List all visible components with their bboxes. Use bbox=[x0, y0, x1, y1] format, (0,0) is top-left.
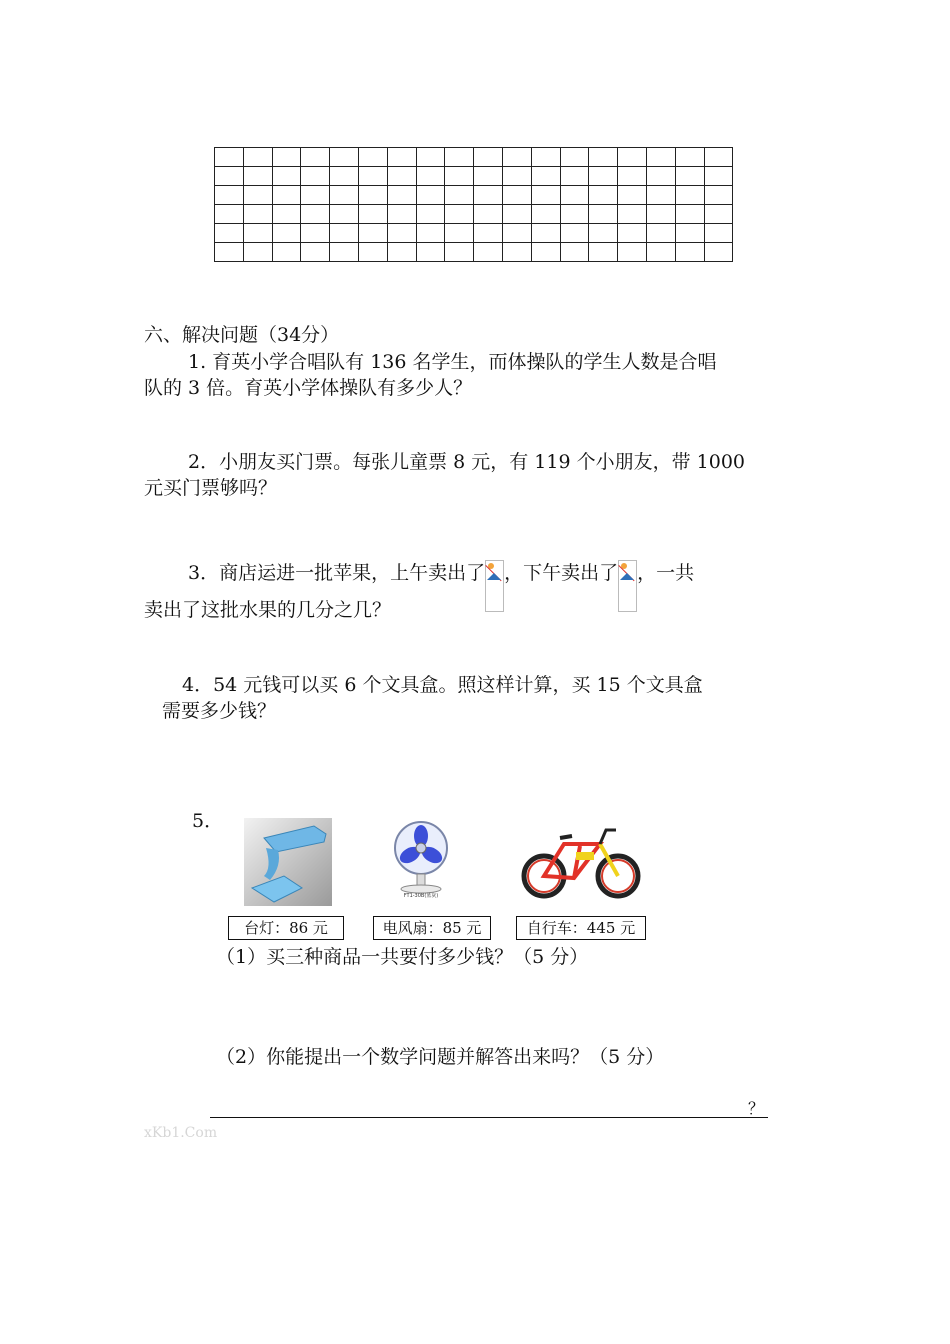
grid-cell bbox=[502, 205, 531, 224]
grid-cell bbox=[531, 224, 560, 243]
grid-cell bbox=[445, 148, 474, 167]
grid-cell bbox=[560, 167, 589, 186]
q4-line2: 需要多少钱？ bbox=[162, 700, 277, 722]
grid-cell bbox=[531, 243, 560, 262]
grid-cell bbox=[387, 243, 416, 262]
grid-cell bbox=[531, 205, 560, 224]
grid-cell bbox=[502, 243, 531, 262]
grid-cell bbox=[589, 224, 618, 243]
grid-cell bbox=[618, 186, 647, 205]
grid-row bbox=[215, 224, 733, 243]
answer-question-mark: ？ bbox=[748, 1099, 765, 1118]
grid-cell bbox=[301, 148, 330, 167]
grid-cell bbox=[330, 243, 359, 262]
grid-cell bbox=[531, 148, 560, 167]
q5-sub2: （2）你能提出一个数学问题并解答出来吗？（5 分） bbox=[216, 1046, 665, 1068]
grid-cell bbox=[272, 243, 301, 262]
grid-row bbox=[215, 205, 733, 224]
grid-cell bbox=[445, 224, 474, 243]
grid-cell bbox=[416, 205, 445, 224]
grid-cell bbox=[272, 148, 301, 167]
grid-cell bbox=[330, 205, 359, 224]
grid-row bbox=[215, 186, 733, 205]
q3-text-c: ，一共 bbox=[637, 562, 695, 584]
grid-cell bbox=[330, 167, 359, 186]
grid-cell bbox=[502, 186, 531, 205]
grid-cell bbox=[445, 186, 474, 205]
grid-cell bbox=[589, 205, 618, 224]
q5-sub1: （1）买三种商品一共要付多少钱？（5 分） bbox=[216, 946, 589, 968]
grid-cell bbox=[301, 167, 330, 186]
grid-cell bbox=[474, 186, 503, 205]
grid-cell bbox=[243, 167, 272, 186]
grid-cell bbox=[560, 205, 589, 224]
grid-cell bbox=[531, 186, 560, 205]
grid-cell bbox=[445, 167, 474, 186]
grid-cell bbox=[618, 243, 647, 262]
watermark: xKb1.Com bbox=[144, 1125, 218, 1141]
grid-cell bbox=[618, 167, 647, 186]
fraction-image-icon bbox=[618, 560, 637, 612]
grid-cell bbox=[243, 186, 272, 205]
grid-cell bbox=[416, 148, 445, 167]
grid-cell bbox=[646, 167, 675, 186]
grid-cell bbox=[387, 224, 416, 243]
electric-fan-image bbox=[386, 818, 456, 898]
q1-line1: 1. 育英小学合唱队有 136 名学生，而体操队的学生人数是合唱 bbox=[188, 351, 717, 373]
grid-cell bbox=[589, 186, 618, 205]
grid-cell bbox=[618, 205, 647, 224]
grid-cell bbox=[560, 243, 589, 262]
grid-cell bbox=[704, 167, 733, 186]
price-label-bicycle: 自行车：445 元 bbox=[516, 916, 646, 940]
grid-cell bbox=[272, 224, 301, 243]
grid-cell bbox=[358, 148, 387, 167]
grid-cell bbox=[560, 224, 589, 243]
grid-cell bbox=[560, 186, 589, 205]
grid-cell bbox=[301, 205, 330, 224]
grid-cell bbox=[646, 243, 675, 262]
grid-cell bbox=[589, 167, 618, 186]
q1-line2: 队的 3 倍。育英小学体操队有多少人？ bbox=[144, 377, 473, 399]
grid-cell bbox=[301, 224, 330, 243]
answer-grid bbox=[214, 147, 733, 262]
desk-lamp-image bbox=[244, 818, 332, 906]
grid-cell bbox=[618, 224, 647, 243]
grid-cell bbox=[272, 167, 301, 186]
fan-model-label: FT1-30B(蓝灰) bbox=[403, 893, 439, 898]
grid-cell bbox=[215, 186, 244, 205]
grid-cell bbox=[416, 224, 445, 243]
grid-cell bbox=[358, 205, 387, 224]
grid-cell bbox=[646, 186, 675, 205]
grid-cell bbox=[215, 148, 244, 167]
grid-cell bbox=[646, 224, 675, 243]
grid-cell bbox=[330, 148, 359, 167]
grid-cell bbox=[387, 148, 416, 167]
grid-cell bbox=[387, 186, 416, 205]
q3-text-a: 3．商店运进一批苹果，上午卖出了 bbox=[188, 562, 486, 584]
grid-cell bbox=[387, 205, 416, 224]
grid-cell bbox=[675, 167, 704, 186]
grid-cell bbox=[589, 243, 618, 262]
q5-number: 5． bbox=[192, 810, 224, 832]
grid-cell bbox=[243, 148, 272, 167]
fraction-image-icon bbox=[485, 560, 504, 612]
grid-cell bbox=[243, 243, 272, 262]
grid-cell bbox=[215, 243, 244, 262]
grid-cell bbox=[474, 148, 503, 167]
grid-cell bbox=[560, 148, 589, 167]
grid-cell bbox=[445, 243, 474, 262]
grid-cell bbox=[502, 148, 531, 167]
grid-cell bbox=[330, 186, 359, 205]
grid-cell bbox=[272, 205, 301, 224]
grid-row bbox=[215, 243, 733, 262]
grid-cell bbox=[502, 167, 531, 186]
grid-cell bbox=[474, 243, 503, 262]
grid-cell bbox=[474, 167, 503, 186]
q2-line2: 元买门票够吗？ bbox=[144, 477, 278, 499]
grid-cell bbox=[474, 224, 503, 243]
grid-row bbox=[215, 167, 733, 186]
grid-cell bbox=[474, 205, 503, 224]
grid-cell bbox=[358, 186, 387, 205]
grid-cell bbox=[215, 167, 244, 186]
grid-cell bbox=[358, 167, 387, 186]
section-title: 六、解决问题（34分） bbox=[144, 324, 340, 346]
q3-line2: 卖出了这批水果的几分之几？ bbox=[144, 599, 392, 621]
grid-cell bbox=[675, 243, 704, 262]
grid-cell bbox=[416, 167, 445, 186]
grid-cell bbox=[704, 224, 733, 243]
grid-cell bbox=[531, 167, 560, 186]
grid-cell bbox=[272, 186, 301, 205]
grid-cell bbox=[387, 167, 416, 186]
grid-cell bbox=[416, 243, 445, 262]
grid-row bbox=[215, 148, 733, 167]
grid-cell bbox=[358, 243, 387, 262]
grid-cell bbox=[416, 186, 445, 205]
price-label-lamp: 台灯：86 元 bbox=[228, 916, 344, 940]
grid-cell bbox=[358, 224, 387, 243]
price-label-fan: 电风扇：85 元 bbox=[373, 916, 491, 940]
grid-cell bbox=[675, 186, 704, 205]
grid-cell bbox=[589, 148, 618, 167]
grid-cell bbox=[215, 205, 244, 224]
grid-cell bbox=[704, 186, 733, 205]
grid-cell bbox=[330, 224, 359, 243]
grid-cell bbox=[502, 224, 531, 243]
grid-cell bbox=[445, 205, 474, 224]
grid-cell bbox=[646, 205, 675, 224]
q4-line1: 4．54 元钱可以买 6 个文具盒。照这样计算，买 15 个文具盒 bbox=[182, 674, 703, 696]
grid-cell bbox=[704, 243, 733, 262]
grid-cell bbox=[243, 224, 272, 243]
grid-cell bbox=[646, 148, 675, 167]
answer-line bbox=[210, 1117, 768, 1118]
grid-cell bbox=[675, 205, 704, 224]
grid-cell bbox=[301, 186, 330, 205]
q2-line1: 2．小朋友买门票。每张儿童票 8 元，有 119 个小朋友，带 1000 bbox=[188, 451, 745, 473]
grid-cell bbox=[215, 224, 244, 243]
bicycle-image bbox=[520, 822, 642, 902]
grid-cell bbox=[618, 148, 647, 167]
grid-cell bbox=[704, 148, 733, 167]
grid-cell bbox=[704, 205, 733, 224]
grid-cell bbox=[675, 148, 704, 167]
grid-cell bbox=[675, 224, 704, 243]
grid-cell bbox=[301, 243, 330, 262]
q3-text-b: ，下午卖出了 bbox=[504, 562, 619, 584]
grid-cell bbox=[243, 205, 272, 224]
